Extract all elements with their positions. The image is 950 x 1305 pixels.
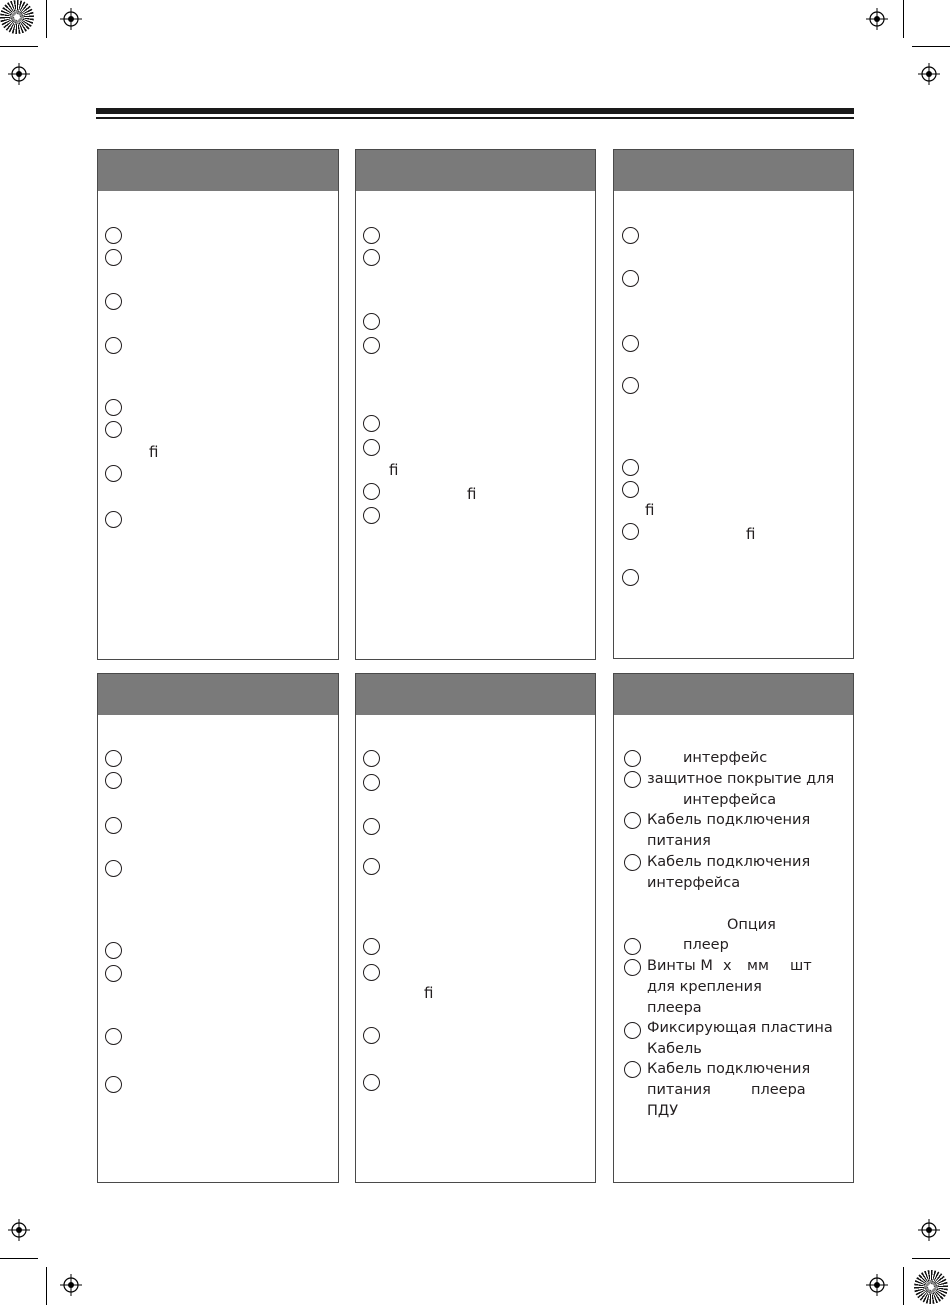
- item-number-circle: [622, 377, 639, 394]
- crosshair-target-icon: [866, 8, 888, 30]
- item-number-circle: [105, 227, 122, 244]
- item-number-circle: [105, 750, 122, 767]
- accessories-panel: [613, 673, 854, 1183]
- item-number-circle: [363, 439, 380, 456]
- item-number-circle: [105, 817, 122, 834]
- accessory-label: шт: [790, 958, 812, 974]
- item-number-circle: [105, 421, 122, 438]
- accessory-label: интерфейса: [647, 875, 741, 891]
- option-heading: Опция: [727, 917, 776, 933]
- fi-ligature: ﬁ: [746, 525, 756, 543]
- fi-ligature: ﬁ: [149, 443, 159, 461]
- item-number-circle: [363, 249, 380, 266]
- accessory-label: интерфейс: [683, 750, 768, 766]
- crosshair-target-icon: [8, 63, 30, 85]
- item-number-circle: [624, 771, 641, 788]
- item-number-circle: [105, 465, 122, 482]
- item-number-circle: [622, 227, 639, 244]
- item-number-circle: [105, 860, 122, 877]
- accessory-label: Фиксирующая пластина: [647, 1020, 833, 1036]
- crosshair-target-icon: [8, 1219, 30, 1241]
- registration-star-icon: [914, 1270, 948, 1304]
- item-number-circle: [363, 483, 380, 500]
- item-number-circle: [622, 459, 639, 476]
- item-number-circle: [105, 772, 122, 789]
- item-number-circle: [105, 1028, 122, 1045]
- item-number-circle: [624, 959, 641, 976]
- item-number-circle: [363, 227, 380, 244]
- item-number-circle: [363, 1074, 380, 1091]
- accessory-label: Винты М: [647, 958, 713, 974]
- accessory-label: ПДУ: [647, 1103, 679, 1119]
- item-number-circle: [624, 854, 641, 871]
- accessory-label: интерфейса: [683, 792, 777, 808]
- item-number-circle: [363, 337, 380, 354]
- crosshair-target-icon: [918, 63, 940, 85]
- registration-star-icon: [0, 0, 34, 34]
- item-number-circle: [624, 1061, 641, 1078]
- item-number-circle: [105, 399, 122, 416]
- parts-panel-1: [97, 149, 339, 660]
- item-number-circle: [363, 313, 380, 330]
- item-number-circle: [105, 293, 122, 310]
- item-number-circle: [624, 812, 641, 829]
- fi-ligature: ﬁ: [389, 461, 399, 479]
- accessory-label: плеера: [647, 1000, 702, 1016]
- item-number-circle: [622, 481, 639, 498]
- item-number-circle: [363, 964, 380, 981]
- accessory-label: плеер: [683, 937, 729, 953]
- panel-header: [98, 674, 338, 715]
- panel-header: [98, 150, 338, 191]
- item-number-circle: [363, 1027, 380, 1044]
- parts-panel-3: [613, 149, 854, 659]
- panel-header: [614, 150, 853, 191]
- accessory-label: для крепления: [647, 979, 762, 995]
- item-number-circle: [105, 965, 122, 982]
- fi-ligature: ﬁ: [424, 984, 434, 1002]
- parts-panel-5: [355, 673, 596, 1183]
- item-number-circle: [363, 938, 380, 955]
- item-number-circle: [105, 1076, 122, 1093]
- accessory-label: Кабель подключения: [647, 1061, 811, 1077]
- item-number-circle: [363, 858, 380, 875]
- item-number-circle: [622, 335, 639, 352]
- panel-header: [356, 674, 595, 715]
- item-number-circle: [622, 523, 639, 540]
- parts-panel-4: [97, 673, 339, 1183]
- accessory-label: Кабель подключения: [647, 854, 811, 870]
- item-number-circle: [105, 249, 122, 266]
- item-number-circle: [363, 415, 380, 432]
- item-number-circle: [363, 507, 380, 524]
- item-number-circle: [363, 774, 380, 791]
- accessory-label: защитное покрытие для: [647, 771, 835, 787]
- fi-ligature: ﬁ: [467, 485, 477, 503]
- accessory-label: Кабель: [647, 1041, 702, 1057]
- panel-header: [356, 150, 595, 191]
- item-number-circle: [105, 942, 122, 959]
- accessory-label: питания: [647, 1082, 711, 1098]
- accessory-label: мм: [747, 958, 769, 974]
- item-number-circle: [363, 750, 380, 767]
- item-number-circle: [105, 511, 122, 528]
- header-rule-thin: [96, 117, 854, 119]
- item-number-circle: [624, 938, 641, 955]
- parts-panel-2: [355, 149, 596, 660]
- item-number-circle: [363, 818, 380, 835]
- item-number-circle: [624, 750, 641, 767]
- panel-header: [614, 674, 853, 715]
- accessory-label: х: [723, 958, 732, 974]
- accessory-label: Кабель подключения: [647, 812, 811, 828]
- item-number-circle: [624, 1022, 641, 1039]
- item-number-circle: [105, 337, 122, 354]
- crosshair-target-icon: [60, 1274, 82, 1296]
- fi-ligature: ﬁ: [645, 501, 655, 519]
- crosshair-target-icon: [60, 8, 82, 30]
- crosshair-target-icon: [918, 1219, 940, 1241]
- accessory-label: плеера: [751, 1082, 806, 1098]
- item-number-circle: [622, 270, 639, 287]
- accessory-label: питания: [647, 833, 711, 849]
- item-number-circle: [622, 569, 639, 586]
- crosshair-target-icon: [866, 1274, 888, 1296]
- header-rule-thick: [96, 108, 854, 114]
